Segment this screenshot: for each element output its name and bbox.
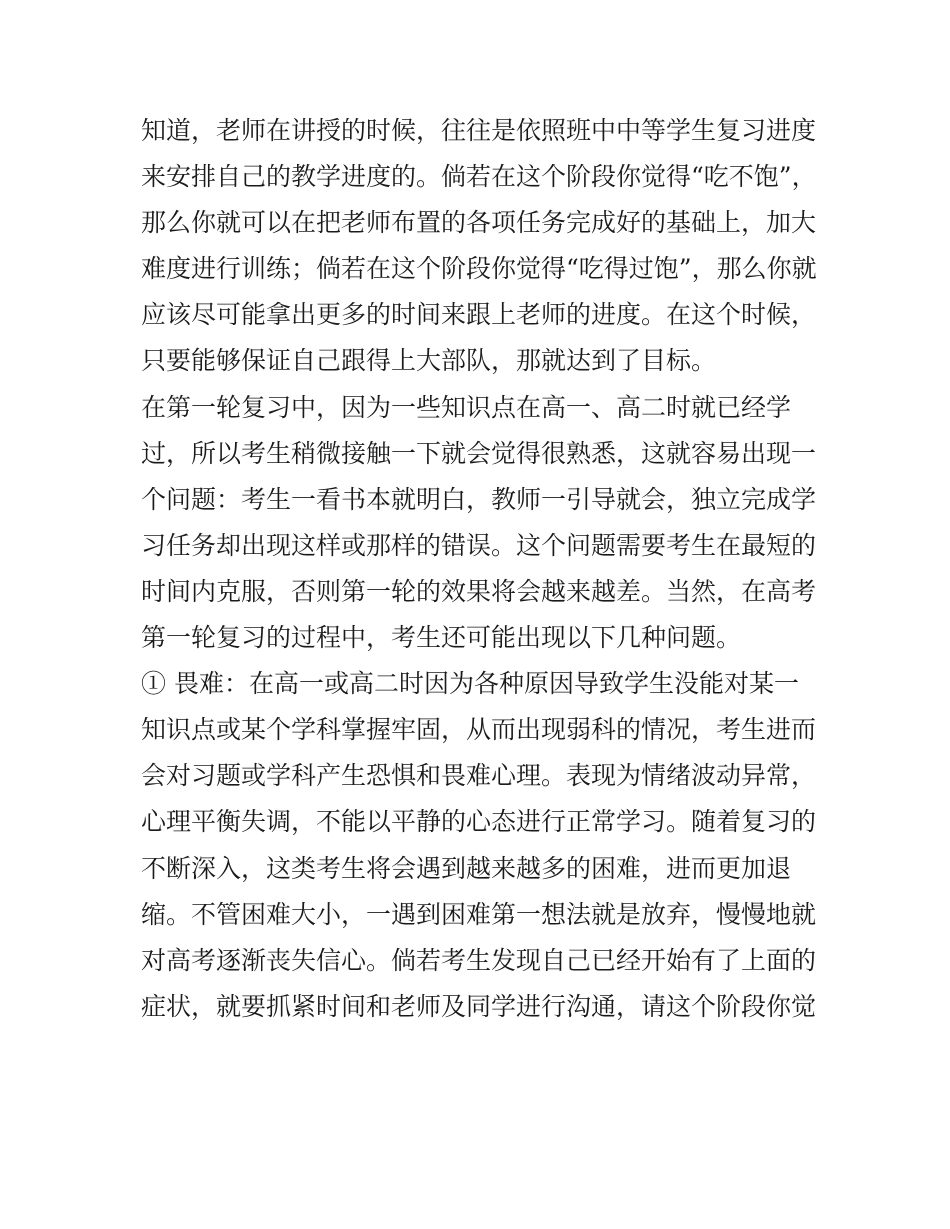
text-line: 心理平衡失调，不能以平静的心态进行正常学习。随着复习的 xyxy=(141,807,817,837)
text-line: 难度进行训练；倘若在这个阶段你觉得“吃得过饱”，那么你就 xyxy=(141,254,817,284)
text-line: ① 畏难：在高一或高二时因为各种原因导致学生没能对某一 xyxy=(141,669,799,699)
text-line: 习任务却出现这样或那样的错误。这个问题需要考生在最短的 xyxy=(141,530,817,560)
body-text xyxy=(141,108,821,1030)
text-line: 第一轮复习的过程中，考生还可能出现以下几种问题。 xyxy=(141,623,742,653)
text-line: 个问题：考生一看书本就明白，教师一引导就会，独立完成学 xyxy=(141,484,817,514)
text-line: 只要能够保证自己跟得上大部队，那就达到了目标。 xyxy=(141,346,717,376)
text-line: 在第一轮复习中，因为一些知识点在高一、高二时就已经学 xyxy=(141,392,792,422)
text-line: 知道，老师在讲授的时候，往往是依照班中中等学生复习进度 xyxy=(141,116,817,145)
text-line: 知识点或某个学科掌握牢固，从而出现弱科的情况，考生进而 xyxy=(141,715,817,745)
text-line: 不断深入，这类考生将会遇到越来越多的困难，进而更加退 xyxy=(141,853,792,883)
text-line: 会对习题或学科产生恐惧和畏难心理。表现为情绪波动异常， xyxy=(141,761,817,791)
text-line: 来安排自己的教学进度的。倘若在这个阶段你觉得“吃不饱”， xyxy=(141,162,817,192)
text-line: 缩。不管困难大小，一遇到困难第一想法就是放弃，慢慢地就 xyxy=(141,899,817,929)
text-line: 那么你就可以在把老师布置的各项任务完成好的基础上，加大 xyxy=(141,208,817,238)
text-line: 对高考逐渐丧失信心。倘若考生发现自己已经开始有了上面的 xyxy=(141,945,817,975)
text-line: 应该尽可能拿出更多的时间来跟上老师的进度。在这个时候， xyxy=(141,300,817,330)
text-line: 症状，就要抓紧时间和老师及同学进行沟通，请这个阶段你觉 xyxy=(141,991,817,1021)
text-line: 时间内克服，否则第一轮的效果将会越来越差。当然，在高考 xyxy=(141,576,817,606)
text-line: 过，所以考生稍微接触一下就会觉得很熟悉，这就容易出现一 xyxy=(141,438,817,468)
